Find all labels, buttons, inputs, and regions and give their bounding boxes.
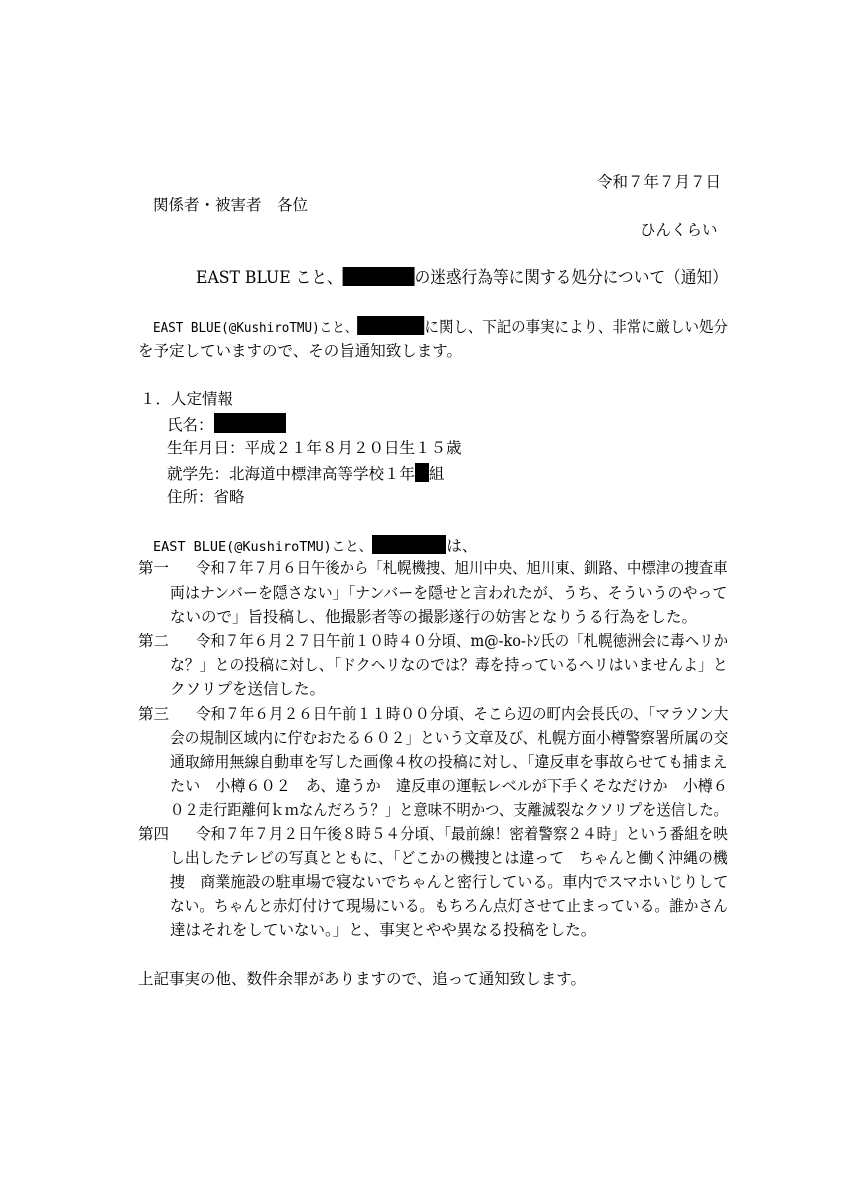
recipients: 関係者・被害者 各位 xyxy=(153,196,309,214)
fact-4-line: 達はそれをしていない。」と、事実とやや異なる投稿をした。 xyxy=(170,921,597,939)
school-suffix: 組 xyxy=(429,465,445,483)
fact-4-line: 令和７年７月２日午後８時５４分頃、「最前線！密着警察２４時」という番組を映 xyxy=(196,825,728,843)
birth-date: 生年月日：平成２１年８月２０日生１５歳 xyxy=(167,439,462,457)
intro-line-1-rest: に関し、下記の事実により、非常に厳しい処分 xyxy=(424,318,728,336)
facts-subject xyxy=(153,535,477,557)
intro-line-2: を予定していますので、その旨通知致します。 xyxy=(138,342,462,360)
fact-2-line: 令和７年６月２７日午前１０時４０分頃、m@-ko-ﾄﾝ氏の「札幌徳洲会に毒ヘリか xyxy=(196,632,729,650)
facts-subject-prefix: EAST BLUE(@KushiroTMU)こと、 xyxy=(153,539,373,555)
redaction-block xyxy=(415,463,429,482)
redaction-block xyxy=(372,535,446,554)
fact-1-line: 両はナンバーを隠さない」「ナンバーを隠せと言われたが、うち、そういうのやって xyxy=(170,584,728,602)
fact-4-line: し出したテレビの写真とともに、「どこかの機捜とは違って ちゃんと働く沖縄の機 xyxy=(170,849,728,867)
fact-2-label: 第二 xyxy=(138,632,170,650)
fact-4-line: 捜 商業施設の駐車場で寝ないでちゃんと密行している。車内でスマホいじりして xyxy=(170,873,729,891)
sender: ひんくらい xyxy=(640,221,718,239)
fact-4-label: 第四 xyxy=(138,825,170,843)
document-title xyxy=(196,267,728,288)
fact-2-line: クソリプを送信した。 xyxy=(170,680,326,698)
fact-3-line: 会の規制区域内に佇むおたる６０２」という文章及び、札幌方面小樽警察署所属の交 xyxy=(170,729,729,747)
fact-4-line: ない。ちゃんと赤灯付けて現場にいる。もちろん点灯させて止まっている。誰かさん xyxy=(170,897,728,915)
fact-3-line: たい 小樽６０２ あ、違うか 違反車の運転レベルが下手くそなだけか 小樽６ xyxy=(170,777,728,795)
title-prefix: EAST BLUE こと、 xyxy=(196,268,343,288)
redaction-block xyxy=(357,316,424,335)
closing-remark: 上記事実の他、数件余罪がありますので、追って通知致します。 xyxy=(138,970,586,988)
intro-subject: EAST BLUE(@KushiroTMU)こと、 xyxy=(153,320,358,336)
fact-3-label: 第三 xyxy=(138,705,170,723)
fact-1-line: 令和７年７月６日午後から「札幌機捜、旭川中央、旭川東、釧路、中標津の捜査車 xyxy=(196,559,728,577)
school-label: 就学先：北海道中標津高等学校１年 xyxy=(167,465,416,483)
section-heading: １．人定情報 xyxy=(140,390,234,408)
name-label: 氏名： xyxy=(167,416,214,434)
title-suffix: の迷惑行為等に関する処分について（通知） xyxy=(414,268,728,288)
fact-1-line: ないので」旨投稿し、他撮影者等の撮影遂行の妨害となりうる行為をした。 xyxy=(170,608,698,626)
fact-3-line: 通取締用無線自動車を写した画像４枚の投稿に対し、「違反車を事故らせても捕まえ xyxy=(170,753,728,771)
name-field xyxy=(167,413,286,435)
fact-3-line: 令和７年６月２６日午前１１時００分頃、そこら辺の町内会長氏の、「マラソン大 xyxy=(196,705,729,723)
address: 住所：省略 xyxy=(167,488,245,506)
redaction-block xyxy=(214,413,286,433)
document-date: 令和７年７月７日 xyxy=(597,173,722,191)
intro-line-1 xyxy=(153,316,728,338)
fact-2-line: な？」との投稿に対し、「ドクヘリなのでは？毒を持っているヘリはいませんよ」と xyxy=(170,656,728,674)
facts-subject-suffix: は、 xyxy=(446,537,478,555)
redaction-block xyxy=(343,267,415,286)
fact-1-label: 第一 xyxy=(138,559,170,577)
school-field xyxy=(167,463,445,484)
fact-3-line: ０２走行距離何ｋｍなんだろう？」と意味不明かつ、支離滅裂なクソリプを送信した。 xyxy=(170,801,728,819)
